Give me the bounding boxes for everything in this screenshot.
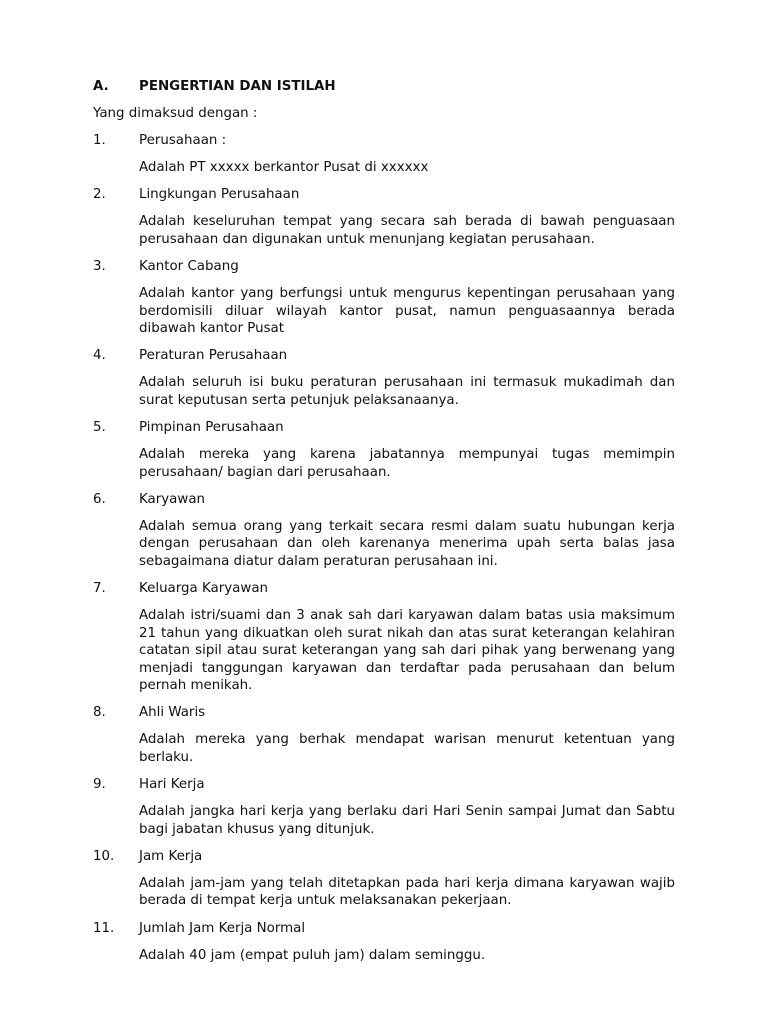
item-heading [93, 419, 675, 436]
section-intro: Yang dimaksud dengan : [93, 106, 258, 121]
item-definition: Adalah istri/suami dan 3 anak sah dari karyawan dalam batas usia maksimum 21 tahun yang dikuatkan oleh surat nikah dan atas surat keterangan kelahiran catatan sipil atau surat keterangan yang sah dari pihak yang berwenang yang menjadi tanggungan karyawan dan terdaftar pada perusahaan dan belum pernah menikah. [139, 608, 675, 693]
definition-item [93, 419, 675, 481]
item-term: Karyawan [139, 492, 206, 508]
item-heading [93, 848, 675, 865]
item-definition: Adalah seluruh isi buku peraturan perusahaan ini termasuk mukadimah dan surat keputusan serta petunjuk pelaksanaanya. [139, 375, 675, 408]
definition-item [93, 704, 675, 766]
item-definition: Adalah jam-jam yang telah ditetapkan pada hari kerja dimana karyawan wajib berada di tempat kerja untuk melaksanakan pekerjaan. [139, 875, 675, 909]
item-number: 4. [93, 348, 106, 364]
item-number: 11. [93, 920, 115, 936]
item-heading [93, 258, 675, 275]
item-heading [93, 776, 675, 793]
item-heading [93, 704, 675, 721]
definition-item [93, 186, 675, 248]
section-title: PENGERTIAN DAN ISTILAH [139, 79, 336, 94]
definition-item [93, 347, 675, 409]
item-heading [93, 491, 675, 508]
item-term: Perusahaan : [139, 133, 227, 148]
item-term: Lingkungan Perusahaan [139, 187, 300, 203]
item-number: 3. [93, 259, 106, 275]
item-number: 6. [93, 492, 106, 508]
item-term: Hari Kerja [139, 777, 205, 793]
item-definition: Adalah PT xxxxx berkantor Pusat di xxxxxx [139, 160, 429, 175]
definition-item [93, 776, 675, 838]
item-number: 8. [93, 705, 106, 721]
item-number: 5. [93, 420, 106, 436]
section-heading [93, 78, 675, 95]
definition-item [93, 848, 675, 910]
item-heading [93, 920, 675, 937]
item-number: 10. [93, 848, 115, 864]
item-definition: Adalah mereka yang berhak mendapat warisan menurut ketentuan yang berlaku. [139, 732, 675, 765]
item-definition: Adalah 40 jam (empat puluh jam) dalam seminggu. [139, 947, 486, 963]
item-term: Keluarga Karyawan [139, 581, 269, 597]
document-page [93, 78, 675, 964]
item-heading [93, 580, 675, 597]
item-heading [93, 132, 675, 149]
definition-item [93, 491, 675, 570]
section-letter: A. [93, 79, 109, 94]
definition-item [93, 132, 675, 176]
item-term: Pimpinan Perusahaan [139, 420, 284, 436]
item-term: Ahli Waris [139, 705, 206, 721]
item-number: 9. [93, 777, 106, 793]
item-term: Jumlah Jam Kerja Normal [139, 920, 306, 936]
item-heading [93, 347, 675, 364]
definition-item [93, 920, 675, 964]
item-number: 2. [93, 187, 106, 203]
item-definition: Adalah keseluruhan tempat yang secara sah berada di bawah penguasaan perusahaan dan digunakan untuk menunjang kegiatan perusahaan. [139, 214, 675, 247]
item-number: 7. [93, 581, 106, 597]
definition-item [93, 580, 675, 694]
definition-item [93, 258, 675, 337]
item-definition: Adalah jangka hari kerja yang berlaku dari Hari Senin sampai Jumat dan Sabtu bagi jabatan khusus yang ditunjuk. [139, 804, 675, 837]
item-term: Kantor Cabang [139, 259, 239, 275]
item-definition: Adalah kantor yang berfungsi untuk mengurus kepentingan perusahaan yang berdomisili diluar wilayah kantor pusat, namun penguasaannya berada dibawah kantor Pusat [139, 286, 675, 337]
item-number: 1. [93, 133, 106, 148]
definition-list [93, 132, 675, 964]
item-heading [93, 186, 675, 203]
item-definition: Adalah semua orang yang terkait secara resmi dalam suatu hubungan kerja dengan perusahaan dan oleh karenanya menerima upah serta balas jasa sebagaimana diatur dalam peraturan perusahaan ini. [139, 519, 675, 569]
item-term: Jam Kerja [139, 848, 203, 864]
item-definition: Adalah mereka yang karena jabatannya mempunyai tugas memimpin perusahaan/ bagian dari perusahaan. [139, 447, 675, 480]
item-term: Peraturan Perusahaan [139, 348, 288, 364]
